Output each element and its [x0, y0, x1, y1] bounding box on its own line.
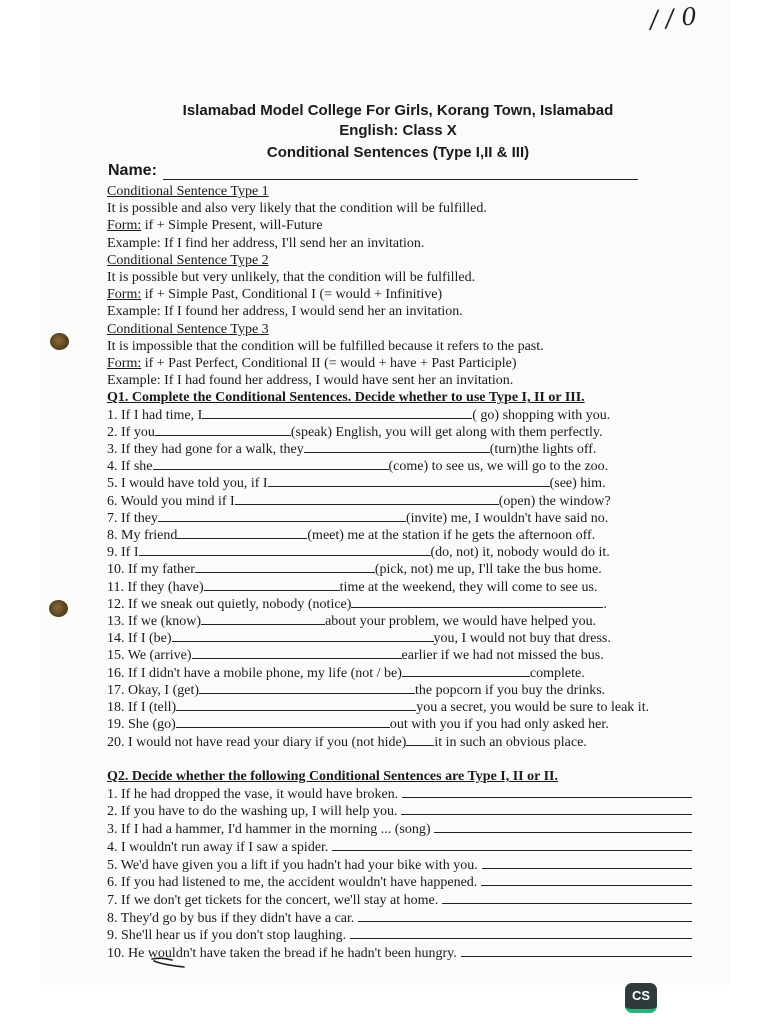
- answer-blank[interactable]: [461, 945, 692, 957]
- type3-example: Example: If I had found her address, I would have sent her an invitation.: [107, 373, 514, 389]
- q2-item-text: 1. If he had dropped the vase, it would have broken.: [107, 786, 399, 802]
- q1-item: [107, 734, 635, 751]
- form-text: if + Simple Past, Conditional I (= would + Infinitive): [141, 287, 443, 303]
- handwritten-page-number: / / 0: [649, 2, 698, 34]
- q2-item-text: 3. If I had a hammer, I'd hammer in the morning ... (song): [107, 822, 431, 838]
- answer-blank[interactable]: [332, 839, 692, 851]
- form-text: if + Past Perfect, Conditional II (= would + have + Past Participle): [141, 356, 517, 372]
- q1-item: [107, 647, 635, 664]
- answer-blank[interactable]: [176, 716, 390, 728]
- q1-item: [107, 424, 635, 441]
- q1-item-end: out with you if you had only asked her.: [389, 717, 609, 733]
- q1-item: [107, 682, 635, 699]
- answer-blank[interactable]: [358, 910, 692, 922]
- q1-item-start: 7. If they: [107, 510, 158, 526]
- q2-item: [107, 857, 692, 875]
- q2-item: [107, 821, 692, 839]
- q1-item-end: the popcorn if you buy the drinks.: [415, 682, 606, 698]
- q2-heading: Q2. Decide whether the following Conditional Sentences are Type I, II or II.: [107, 769, 558, 784]
- q1-item: [107, 613, 635, 630]
- type1-title: Conditional Sentence Type 1: [107, 184, 269, 199]
- q1-item-end: (meet) me at the station if he gets the afternoon off.: [307, 528, 596, 544]
- answer-blank[interactable]: [195, 561, 375, 573]
- answer-blank[interactable]: [202, 407, 472, 419]
- answer-blank[interactable]: [482, 857, 692, 869]
- form-label: Form:: [107, 287, 142, 303]
- type3-desc: It is impossible that the condition will be fulfilled because it refers to the past.: [107, 338, 544, 354]
- answer-blank[interactable]: [442, 892, 692, 904]
- form-label: Form:: [107, 356, 142, 372]
- q1-item-end: you, I would not buy that dress.: [433, 631, 611, 647]
- q1-item-start: 19. She (go): [107, 717, 176, 733]
- q1-item-end: earlier if we had not missed the bus.: [401, 648, 604, 664]
- form-label: Form:: [107, 218, 142, 234]
- q2-item: [107, 892, 692, 910]
- answer-blank[interactable]: [350, 927, 692, 939]
- type2-desc: It is possible but very unlikely, that the condition will be fulfilled.: [107, 270, 476, 286]
- answer-blank[interactable]: [434, 821, 692, 833]
- q1-item: [107, 475, 635, 492]
- q1-item: [107, 716, 635, 733]
- form-text: if + Simple Present, will-Future: [141, 218, 323, 234]
- q1-item-end: complete.: [529, 665, 585, 681]
- topic-title: Conditional Sentences (Type I,II & III): [266, 144, 530, 161]
- answer-blank[interactable]: [406, 734, 434, 746]
- type1-form: [107, 217, 635, 234]
- camscanner-logo-icon: CS: [625, 983, 657, 1013]
- q1-item-start: 11. If they (have): [107, 579, 204, 595]
- q1-item-end: .: [603, 596, 607, 612]
- q1-item-end: it in such an obvious place.: [434, 734, 587, 750]
- q1-item-start: 16. If I didn't have a mobile phone, my life (not / be): [107, 665, 402, 681]
- answer-blank[interactable]: [201, 613, 325, 625]
- q1-item-start: 18. If I (tell): [107, 700, 177, 716]
- type3-form: [107, 355, 635, 372]
- name-field[interactable]: [108, 162, 638, 180]
- q1-item-start: 2. If you: [107, 424, 155, 440]
- type2-form: [107, 286, 635, 303]
- q2-item: [107, 874, 692, 892]
- q1-item-start: 9. If I: [107, 545, 139, 561]
- answer-blank[interactable]: [268, 475, 550, 487]
- q1-item-end: (see) him.: [549, 476, 606, 492]
- q1-item-end: time at the weekend, they will come to see us.: [339, 579, 598, 595]
- q1-item-start: 8. My friend: [107, 528, 178, 544]
- q1-item-end: ( go) shopping with you.: [472, 407, 611, 423]
- q2-item: [107, 910, 692, 928]
- q1-heading: Q1. Complete the Conditional Sentences. Decide whether to use Type I, II or III.: [107, 390, 585, 406]
- q1-item: [107, 630, 635, 647]
- q2-item: [107, 839, 692, 857]
- answer-blank[interactable]: [402, 786, 692, 798]
- q1-item: [107, 665, 635, 682]
- q1-item-start: 1. If I had time, I: [107, 407, 203, 423]
- q1-item: [107, 596, 635, 613]
- q2-item-text: 9. She'll hear us if you don't stop laughing.: [107, 928, 347, 944]
- binder-hole-mark: [49, 600, 68, 617]
- answer-blank[interactable]: [176, 699, 416, 711]
- answer-blank[interactable]: [172, 630, 434, 642]
- q2-item-text: 8. They'd go by bus if they didn't have a car.: [107, 910, 355, 926]
- q1-item: [107, 579, 635, 596]
- q2-item: [107, 927, 692, 945]
- q2-item-text: 6. If you had listened to me, the accident wouldn't have happened.: [107, 875, 478, 891]
- q1-item-start: 15. We (arrive): [107, 648, 192, 664]
- q1-item-end: (invite) me, I wouldn't have said no.: [405, 510, 609, 526]
- answer-blank[interactable]: [351, 596, 603, 608]
- q1-item-start: 12. If we sneak out quietly, nobody (notice): [107, 596, 352, 612]
- q1-item: [107, 493, 635, 510]
- answer-blank[interactable]: [199, 682, 415, 694]
- q2-item-text: 10. He wouldn't have taken the bread if he hadn't been hungry.: [107, 946, 457, 962]
- pen-mark: [150, 955, 190, 973]
- worksheet-body: [107, 183, 650, 751]
- answer-blank[interactable]: [235, 493, 499, 505]
- q1-item-start: 14. If I (be): [107, 631, 172, 647]
- q1-item-end: (come) to see us, we will go to the zoo.: [388, 459, 609, 475]
- type2-example: Example: If I found her address, I would send her an invitation.: [107, 304, 463, 320]
- q1-item: [107, 699, 650, 716]
- q2-item-text: 4. I wouldn't run away if I saw a spider.: [107, 839, 329, 855]
- q1-item-start: 10. If my father: [107, 562, 195, 578]
- q1-item: [107, 458, 635, 475]
- answer-blank[interactable]: [304, 441, 490, 453]
- q1-item-start: 17. Okay, I (get): [107, 682, 200, 698]
- binder-hole-mark: [50, 333, 69, 350]
- q1-item-end: about your problem, we would have helped you.: [325, 614, 597, 630]
- q2-item: [107, 786, 692, 804]
- q1-item: [107, 544, 635, 561]
- q1-item-start: 20. I would not have read your diary if you (not hide): [107, 734, 407, 750]
- q2-item-text: 2. If you have to do the washing up, I will help you.: [107, 804, 398, 820]
- type1-desc: It is possible and also very likely that the condition will be fulfilled.: [107, 201, 487, 217]
- class-title: English: Class X: [339, 122, 457, 139]
- q2-item-text: 5. We'd have given you a lift if you hadn't had your bike with you.: [107, 857, 478, 873]
- q2-item: [107, 803, 692, 821]
- answer-blank[interactable]: [153, 458, 389, 470]
- q1-item-start: 13. If we (know): [107, 614, 202, 630]
- q1-item-end: you a secret, you would be sure to leak it.: [416, 700, 650, 716]
- type3-title: Conditional Sentence Type 3: [107, 321, 269, 337]
- answer-blank[interactable]: [155, 424, 291, 436]
- q1-item: [107, 407, 635, 424]
- answer-blank[interactable]: [402, 665, 530, 677]
- answer-blank[interactable]: [177, 527, 307, 539]
- answer-blank[interactable]: [481, 874, 692, 886]
- q1-item-start: 3. If they had gone for a walk, they: [107, 442, 304, 458]
- q1-item-end: (pick, not) me up, I'll take the bus home.: [374, 562, 602, 578]
- school-name: Islamabad Model College For Girls, Korang Town, Islamabad: [182, 102, 614, 119]
- q1-item: [107, 510, 635, 527]
- q1-item-end: (speak) English, you will get along with them perfectly.: [290, 424, 603, 440]
- answer-blank[interactable]: [158, 510, 406, 522]
- q2-section: [107, 768, 692, 963]
- type2-title: Conditional Sentence Type 2: [107, 252, 269, 268]
- q1-item-start: 4. If she: [107, 459, 153, 475]
- q1-item-start: 5. I would have told you, if I: [107, 476, 268, 492]
- q1-item: [107, 527, 635, 544]
- q2-item: [107, 945, 692, 963]
- q2-item-text: 7. If we don't get tickets for the concert, we'll stay at home.: [107, 892, 439, 908]
- name-label: Name:: [108, 162, 157, 179]
- answer-blank[interactable]: [192, 647, 402, 659]
- q1-item-end: (do, not) it, nobody would do it.: [430, 545, 610, 561]
- q1-item: [107, 441, 635, 458]
- name-blank[interactable]: [163, 165, 638, 180]
- answer-blank[interactable]: [139, 544, 431, 556]
- q1-item: [107, 561, 635, 578]
- q1-item-end: (turn)the lights off.: [489, 442, 597, 458]
- q1-item-start: 6. Would you mind if I: [107, 493, 235, 509]
- q1-item-end: (open) the window?: [498, 493, 611, 509]
- answer-blank[interactable]: [401, 803, 692, 815]
- answer-blank[interactable]: [204, 579, 340, 591]
- type1-example: Example: If I find her address, I'll send her an invitation.: [107, 235, 425, 251]
